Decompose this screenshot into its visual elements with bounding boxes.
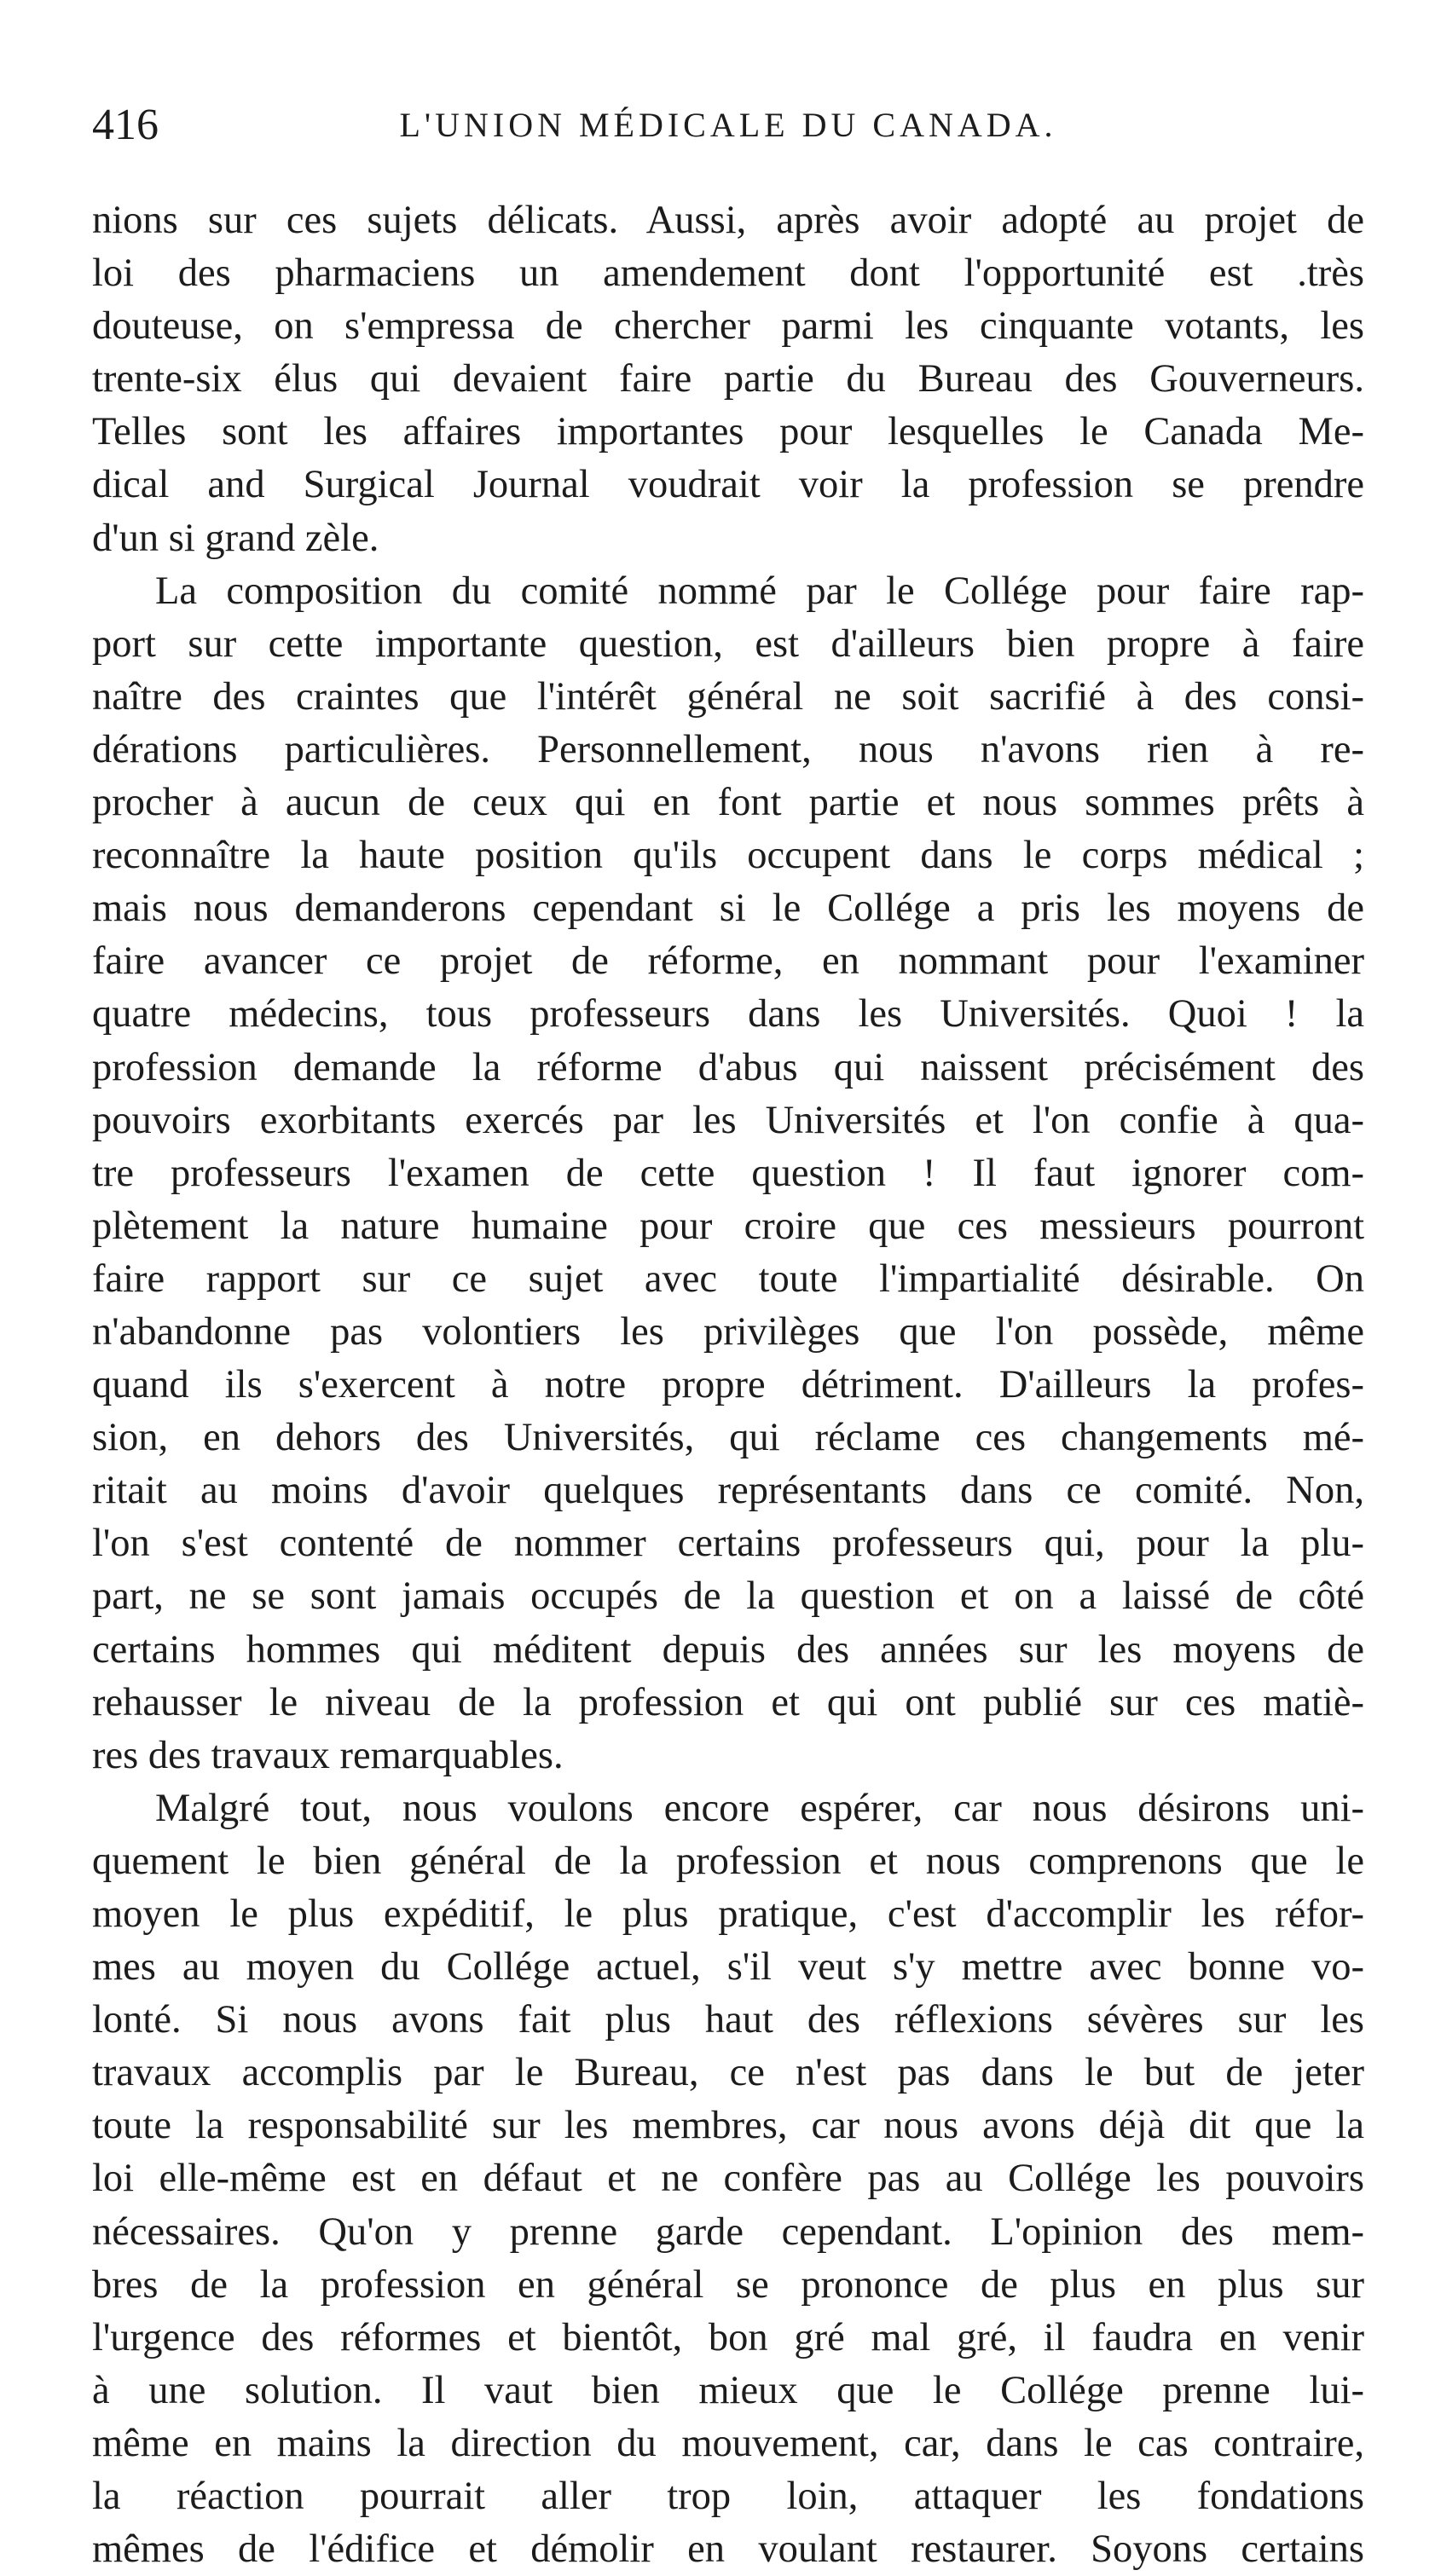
text-line: moyen le plus expéditif, le plus pratique, c'est d'accomplir les réfor- [92,1892,1364,1936]
text-line: quand ils s'exercent à notre propre détriment. D'ailleurs la profes- [92,1363,1364,1407]
text-line: profession demande la réforme d'abus qui naissent précisément des [92,1045,1364,1089]
text-line: dérations particulières. Personnellement, nous n'avons rien à re- [92,727,1364,771]
text-line: quatre médecins, tous professeurs dans les Universités. Quoi ! la [92,992,1364,1037]
text-line: loi elle-même est en défaut et ne confère pas au Collége les pouvoirs [92,2157,1364,2201]
text-line: sion, en dehors des Universités, qui réclame ces changements mé- [92,1416,1364,1460]
running-title: L'UNION MÉDICALE DU CANADA. [399,106,1057,144]
text-line: d'un si grand zèle. [92,516,379,560]
text-line: faire avancer ce projet de réforme, en nommant pour l'examiner [92,939,1364,984]
text-line: loi des pharmaciens un amendement dont l'opportunité est .très [92,251,1364,296]
text-line: travaux accomplis par le Bureau, ce n'est pas dans le but de jeter [92,2051,1364,2095]
text-line: certains hommes qui méditent depuis des années sur les moyens de [92,1627,1364,1672]
text-line: La composition du comité nommé par le Collége pour faire rap- [155,569,1364,613]
text-line: nions sur ces sujets délicats. Aussi, après avoir adopté au projet de [92,199,1364,242]
text-line: quement le bien général de la profession et nous comprenons que le [92,1839,1364,1883]
text-line: même en mains la direction du mouvement, car, dans le cas contraire, [92,2421,1364,2465]
text-line: mêmes de l'édifice et démolir en voulant restaurer. Soyons certains [92,2527,1364,2572]
running-header [92,95,1364,155]
text-line: reconnaître la haute position qu'ils occupent dans le corps médical ; [92,834,1364,878]
text-line: n'abandonne pas volontiers les privilèges que l'on possède, même [92,1309,1364,1354]
text-line: rehausser le niveau de la profession et qui ont publié sur ces matiè- [92,1680,1364,1724]
text-line: nécessaires. Qu'on y prenne garde cependant. L'opinion des mem- [92,2209,1364,2254]
text-line: port sur cette importante question, est d'ailleurs bien propre à faire [92,621,1364,666]
text-line: naître des craintes que l'intérêt général ne soit sacrifié à des consi- [92,674,1364,719]
text-line: trente-six élus qui devaient faire partie du Bureau des Gouverneurs. [92,357,1364,401]
text-line: faire rapport sur ce sujet avec toute l'impartialité désirable. On [92,1256,1364,1301]
text-line: Malgré tout, nous voulons encore espérer, car nous désirons uni- [155,1786,1364,1830]
text-line: mais nous demanderons cependant si le Collége a pris les moyens de [92,887,1364,931]
text-line: plètement la nature humaine pour croire que ces messieurs pourront [92,1204,1364,1248]
text-line: à une solution. Il vaut bien mieux que le Collége prenne lui- [92,2368,1364,2412]
text-line: mes au moyen du Collége actuel, s'il veut s'y mettre avec bonne vo- [92,1945,1364,1990]
text-line: bres de la profession en général se prononce de plus en plus sur [92,2262,1364,2307]
text-line: douteuse, on s'empressa de chercher parmi les cinquante votants, les [92,304,1364,349]
text-line: tre professeurs l'examen de cette question ! Il faut ignorer com- [92,1151,1364,1195]
text-line: toute la responsabilité sur les membres, car nous avons déjà dit que la [92,2104,1364,2148]
text-line: lonté. Si nous avons fait plus haut des réflexions sévères sur les [92,1998,1364,2042]
text-line: procher à aucun de ceux qui en font partie et nous sommes prêts à [92,781,1364,825]
text-line: pouvoirs exorbitants exercés par les Universités et l'on confie à qua- [92,1098,1364,1142]
text-line: ritait au moins d'avoir quelques représentants dans ce comité. Non, [92,1469,1364,1513]
text-line: la réaction pourrait aller trop loin, attaquer les fondations [92,2475,1364,2519]
text-line: l'urgence des réformes et bientôt, bon gré mal gré, il faudra en venir [92,2315,1364,2359]
page-number: 416 [92,101,159,149]
text-line: l'on s'est contenté de nommer certains professeurs qui, pour la plu- [92,1522,1364,1566]
body-text [92,194,1364,2576]
text-line: res des travaux remarquables. [92,1733,564,1777]
text-line: part, ne se sont jamais occupés de la question et on a laissé de côté [92,1574,1364,1619]
text-line: Telles sont les affaires importantes pour lesquelles le Canada Me- [92,410,1364,454]
text-line: dical and Surgical Journal voudrait voir la profession se prendre [92,463,1364,507]
